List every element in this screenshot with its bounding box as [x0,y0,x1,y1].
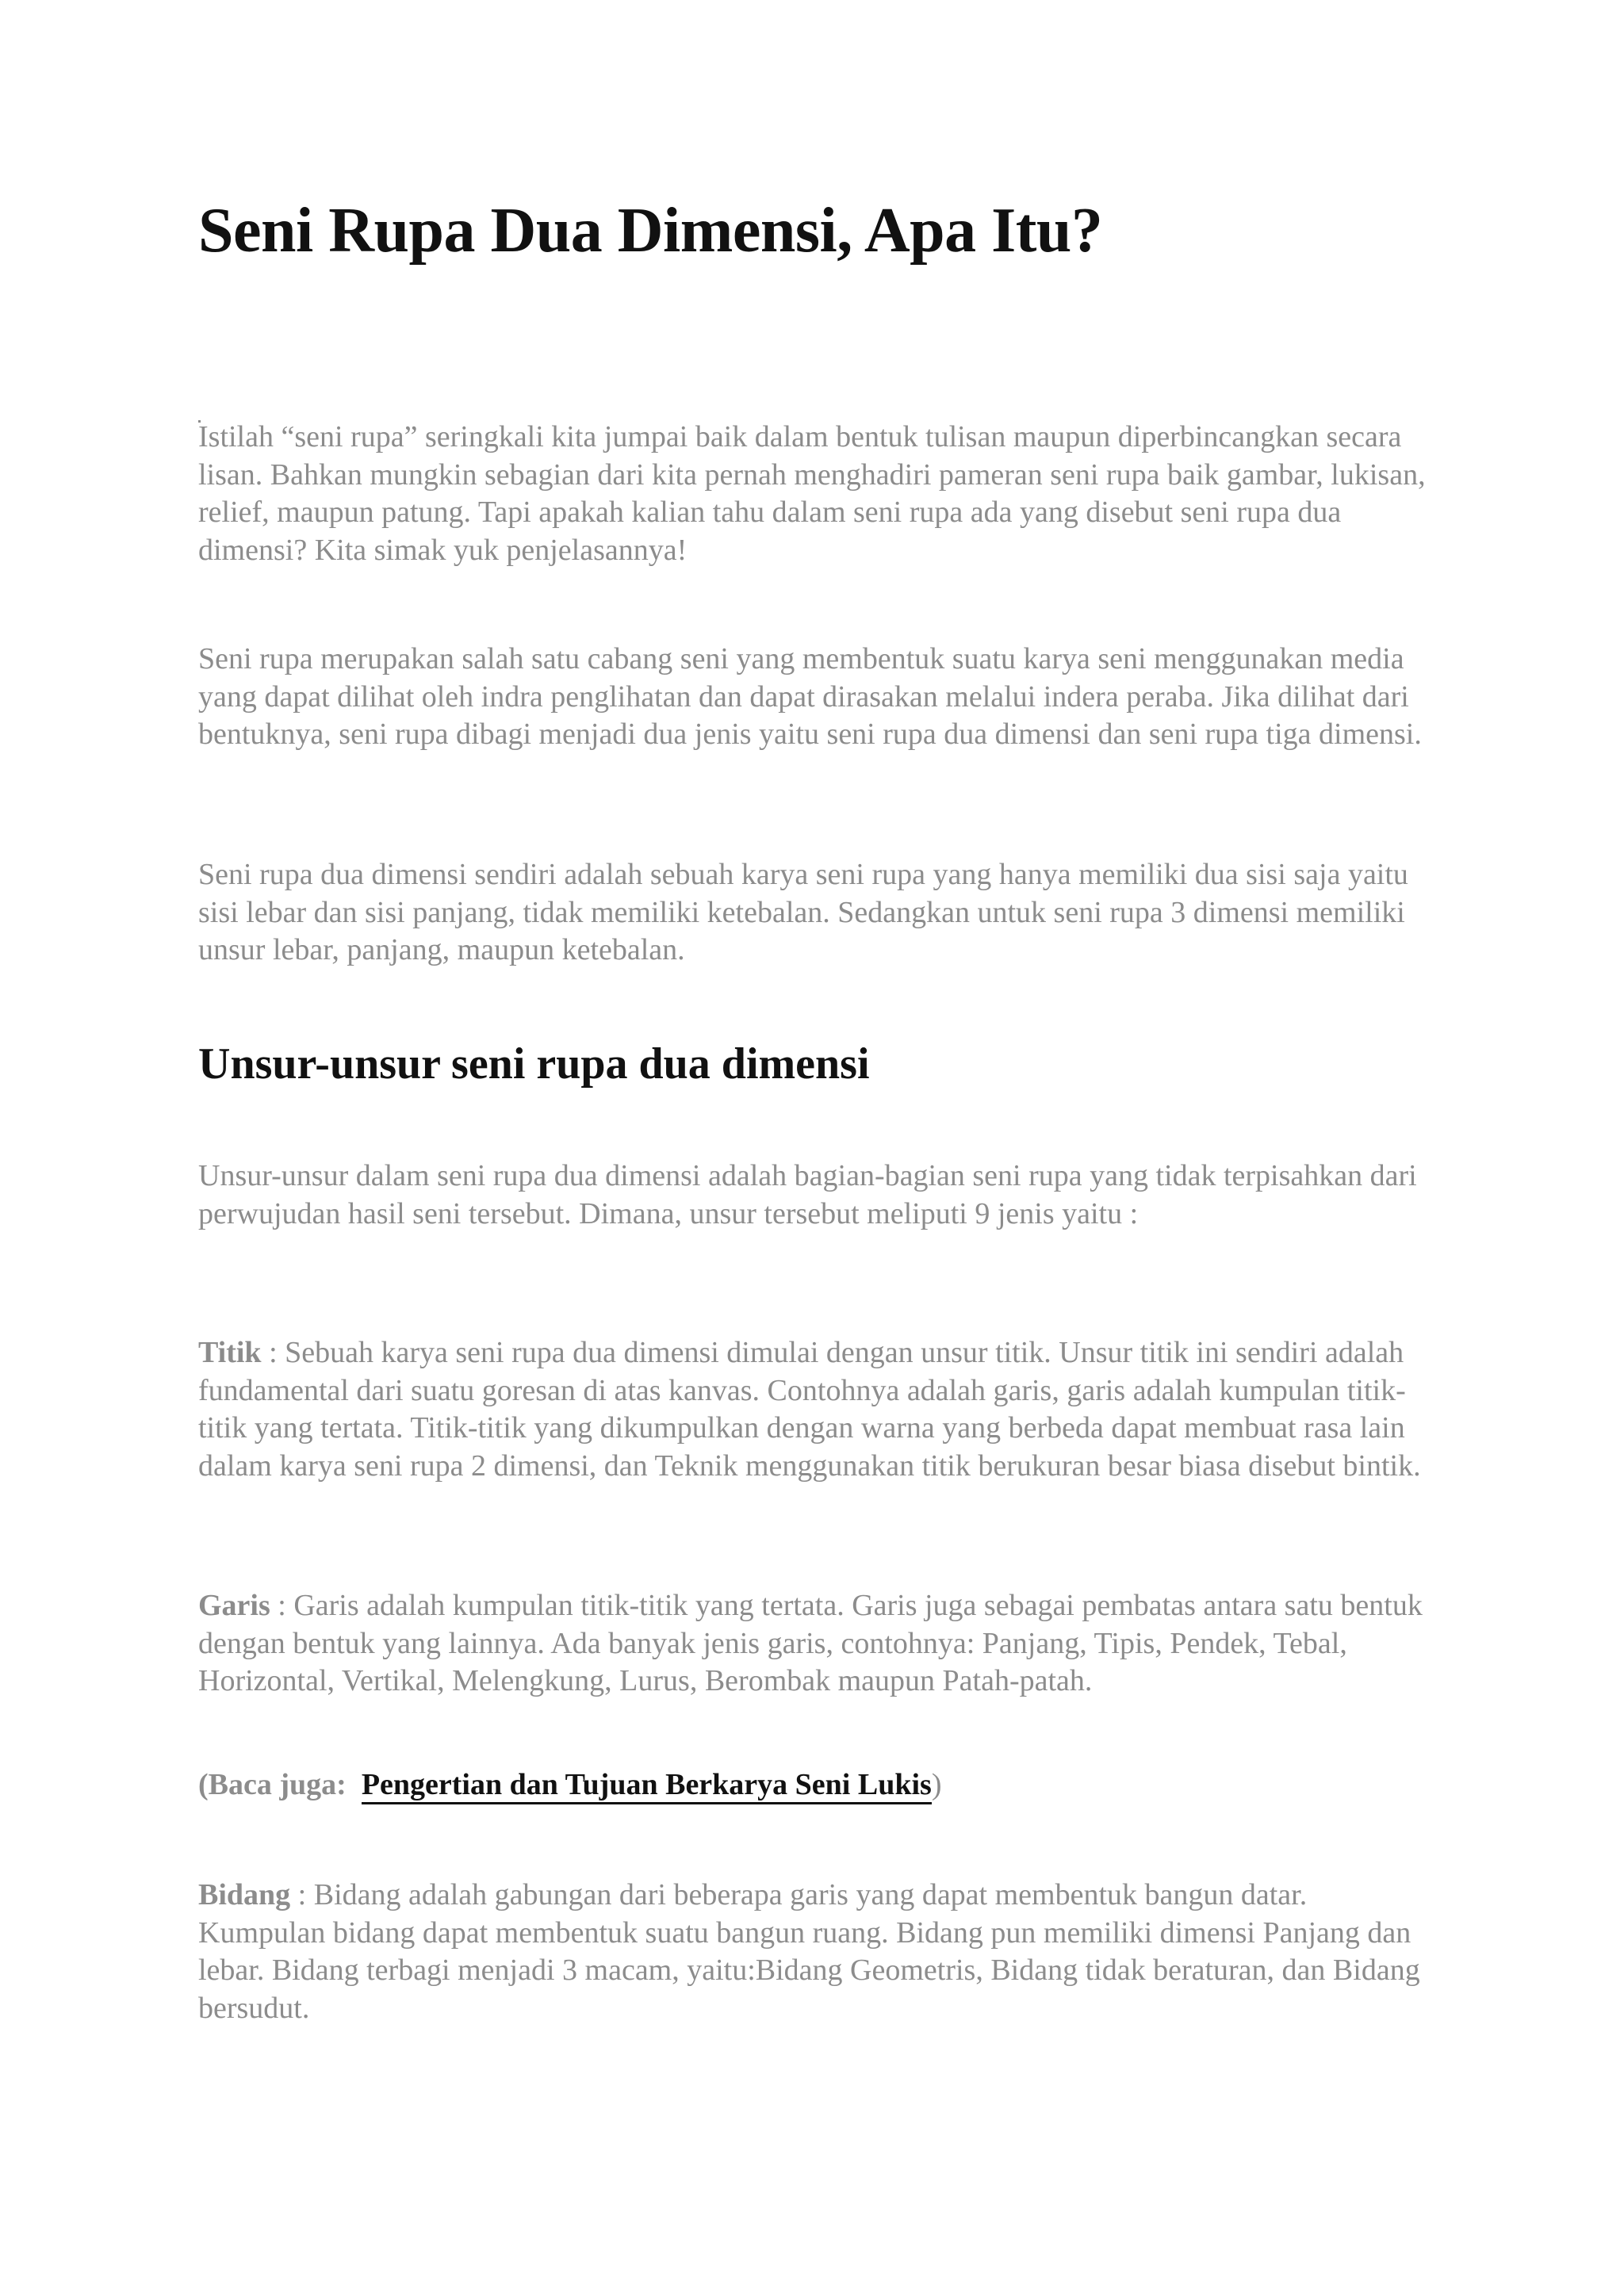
item-text: : Sebuah karya seni rupa dua dimensi dimulai dengan unsur titik. Unsur titik ini sendiri adalah fundamental dari suatu goresan di atas kanvas. Contohnya adalah garis, garis adalah kumpulan titik-titik yang tertata. Titik-titik yang dikumpulkan dengan warna yang berbeda dapat membuat rasa lain dalam karya seni rupa 2 dimensi, dan Teknik menggunakan titik berukuran besar biasa disebut bintik. [198,1336,1421,1483]
item-text: : Bidang adalah gabungan dari beberapa garis yang dapat membentuk bangun datar. Kumpulan bidang dapat membentuk suatu bangun ruang. Bidang pun memiliki dimensi Panjang dan lebar. Bidang terbagi menjadi 3 macam, yaitu:Bidang Geometris, Bidang tidak beraturan, dan Bidang bersudut. [198,1878,1420,2025]
baca-juga-close: ) [931,1768,942,1801]
item-text: : Garis adalah kumpulan titik-titik yang tertata. Garis juga sebagai pembatas antara satu bentuk dengan bentuk yang lainnya. Ada banyak jenis garis, contohnya: Panjang, Tipis, Pendek, Tebal, Horizontal, Vertikal, Melengkung, Lurus, Berombak maupun Patah-patah. [198,1589,1423,1697]
section-heading: Unsur-unsur seni rupa dua dimensi [198,1039,870,1089]
section-intro-paragraph: Unsur-unsur dalam seni rupa dua dimensi adalah bagian-bagian seni rupa yang tidak terpisahkan dari perwujudan hasil seni tersebut. Dimana, unsur tersebut meliputi 9 jenis yaitu : [198,1159,1417,1230]
intro-paragraph-2: Seni rupa merupakan salah satu cabang seni yang membentuk suatu karya seni menggunakan media yang dapat dilihat oleh indra penglihatan dan dapat dirasakan melalui indera peraba. Jika dilihat dari bentuknya, seni rupa dibagi menjadi dua jenis yaitu seni rupa dua dimensi dan seni rupa tiga dimensi. [198,642,1422,751]
item-term: Garis [198,1589,270,1622]
item-term: Titik [198,1336,262,1369]
intro-paragraph-3: Seni rupa dua dimensi sendiri adalah sebuah karya seni rupa yang hanya memiliki dua sisi saja yaitu sisi lebar dan sisi panjang, tidak memiliki ketebalan. Sedangkan untuk seni rupa 3 dimensi memiliki unsur lebar, panjang, maupun ketebalan. [198,858,1408,966]
baca-juga-link[interactable]: Pengertian dan Tujuan Berkarya Seni Lukis [362,1768,932,1804]
baca-juga [198,1766,941,1804]
item-term: Bidang [198,1878,291,1911]
item-bidang [198,1877,1435,2027]
page-title: Seni Rupa Dua Dimensi, Apa Itu? [198,196,1103,266]
item-titik [198,1334,1435,1485]
intro-paragraph-1: Istilah “seni rupa” seringkali kita jumpai baik dalam bentuk tulisan maupun diperbincangkan secara lisan. Bahkan mungkin sebagian dari kita pernah menghadiri pameran seni rupa baik gambar, lukisan, relief, maupun patung. Tapi apakah kalian tahu dalam seni rupa ada yang disebut seni rupa dua dimensi? Kita simak yuk penjelasannya! [198,420,1426,567]
item-garis [198,1587,1435,1701]
baca-juga-label: (Baca juga: [198,1768,347,1801]
